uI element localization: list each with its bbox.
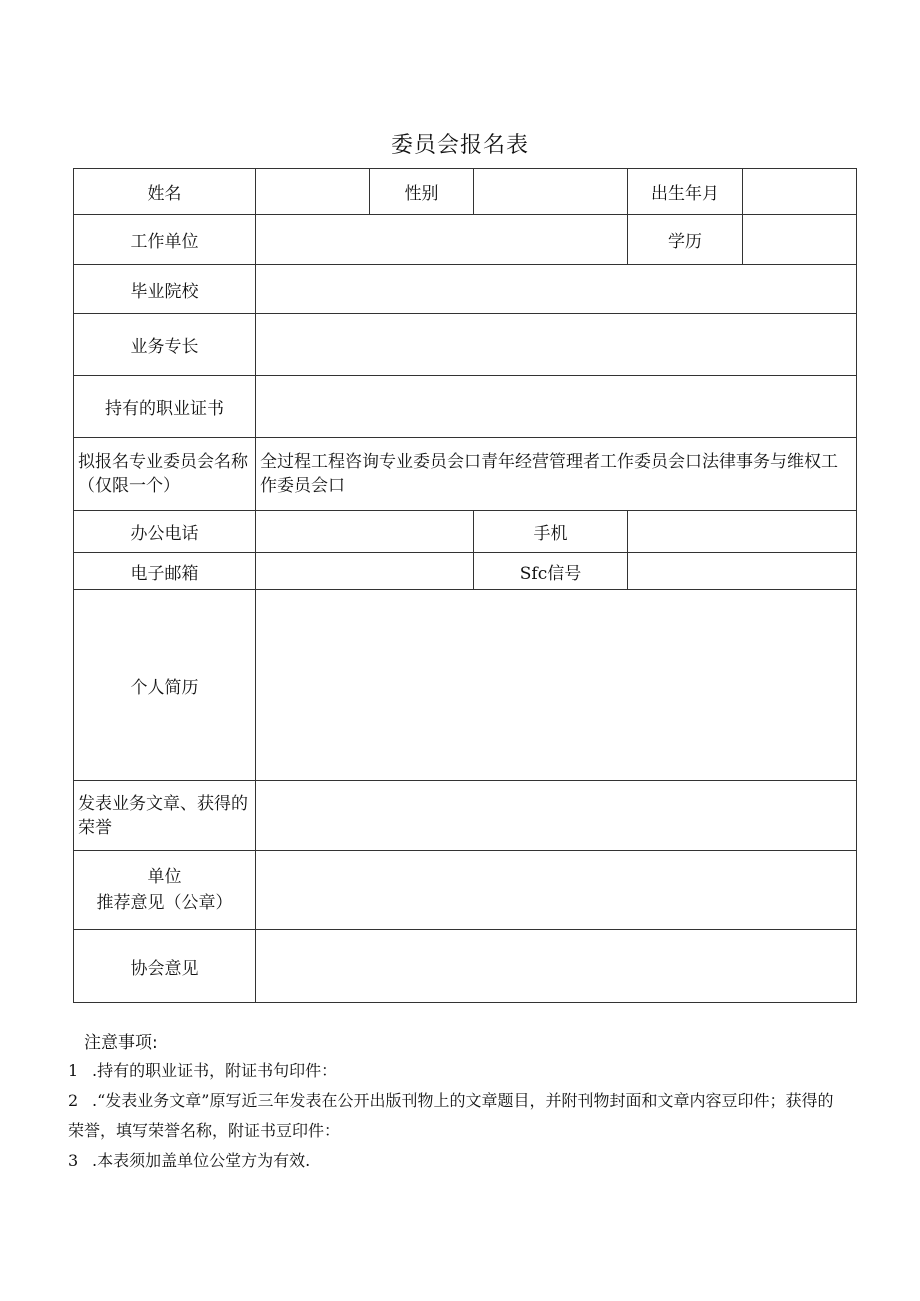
row-certificate	[74, 376, 857, 438]
wechat-field[interactable]	[628, 553, 857, 590]
note-item-2	[68, 1086, 848, 1146]
work-unit-field[interactable]	[256, 215, 628, 265]
form-title: 委员会报名表	[390, 133, 529, 158]
recommend-label: 推荐意见（公章）	[96, 893, 233, 913]
registration-form-table	[73, 168, 857, 1003]
articles-field[interactable]	[256, 781, 857, 851]
row-resume	[74, 590, 857, 781]
note-text: .本表须加盖单位公堂方为有效.	[92, 1151, 311, 1170]
row-association	[74, 930, 857, 1003]
committee-options[interactable]: 全过程工程咨询专业委员会口青年经营管理者工作委员会口法律事务与维权工作委员会口	[256, 438, 857, 511]
notes-heading: 注意事项:	[84, 1033, 158, 1053]
education-label: 学历	[628, 215, 743, 265]
email-label: 电子邮箱	[74, 553, 256, 590]
resume-label: 个人简历	[74, 590, 256, 781]
mobile-field[interactable]	[628, 511, 857, 553]
note-text: .持有的职业证书，附证书句印件：	[92, 1061, 338, 1080]
office-phone-field[interactable]	[256, 511, 474, 553]
specialty-field[interactable]	[256, 314, 857, 376]
birth-field[interactable]	[743, 169, 857, 215]
committee-label: 拟报名专业委员会名称（仅限一个）	[74, 438, 256, 511]
recommendation-label-cell	[74, 851, 256, 930]
row-school	[74, 265, 857, 314]
articles-label: 发表业务文章、获得的荣誉	[74, 781, 256, 851]
school-label: 毕业院校	[74, 265, 256, 314]
email-field[interactable]	[256, 553, 474, 590]
row-work-unit	[74, 215, 857, 265]
gender-field[interactable]	[474, 169, 628, 215]
gender-label: 性别	[370, 169, 474, 215]
certificate-label: 持有的职业证书	[74, 376, 256, 438]
row-basic-info	[74, 169, 857, 215]
name-label: 姓名	[74, 169, 256, 215]
association-field[interactable]	[256, 930, 857, 1003]
certificate-field[interactable]	[256, 376, 857, 438]
education-field[interactable]	[743, 215, 857, 265]
birth-label: 出生年月	[628, 169, 743, 215]
row-recommendation	[74, 851, 857, 930]
work-unit-label: 工作单位	[74, 215, 256, 265]
name-field[interactable]	[256, 169, 370, 215]
school-field[interactable]	[256, 265, 857, 314]
mobile-label: 手机	[474, 511, 628, 553]
resume-field[interactable]	[256, 590, 857, 781]
unit-label: 单位	[147, 867, 182, 887]
note-number: 3	[68, 1151, 79, 1170]
association-label: 协会意见	[74, 930, 256, 1003]
note-number: 1	[68, 1061, 79, 1080]
row-articles	[74, 781, 857, 851]
row-email	[74, 553, 857, 590]
note-number: 2	[68, 1091, 79, 1110]
specialty-label: 业务专长	[74, 314, 256, 376]
note-item-1	[68, 1056, 848, 1086]
row-phone	[74, 511, 857, 553]
recommendation-field[interactable]	[256, 851, 857, 930]
row-committee	[74, 438, 857, 511]
row-specialty	[74, 314, 857, 376]
wechat-label: Sfc信号	[474, 553, 628, 590]
office-phone-label: 办公电话	[74, 511, 256, 553]
note-text: .“发表业务文章”原写近三年发表在公开出版刊物上的文章题目，并附刊物封面和文章内容豆印件；获得的荣誉，填写荣誉名称，附证书豆印件：	[68, 1091, 834, 1140]
note-item-3	[68, 1146, 848, 1176]
